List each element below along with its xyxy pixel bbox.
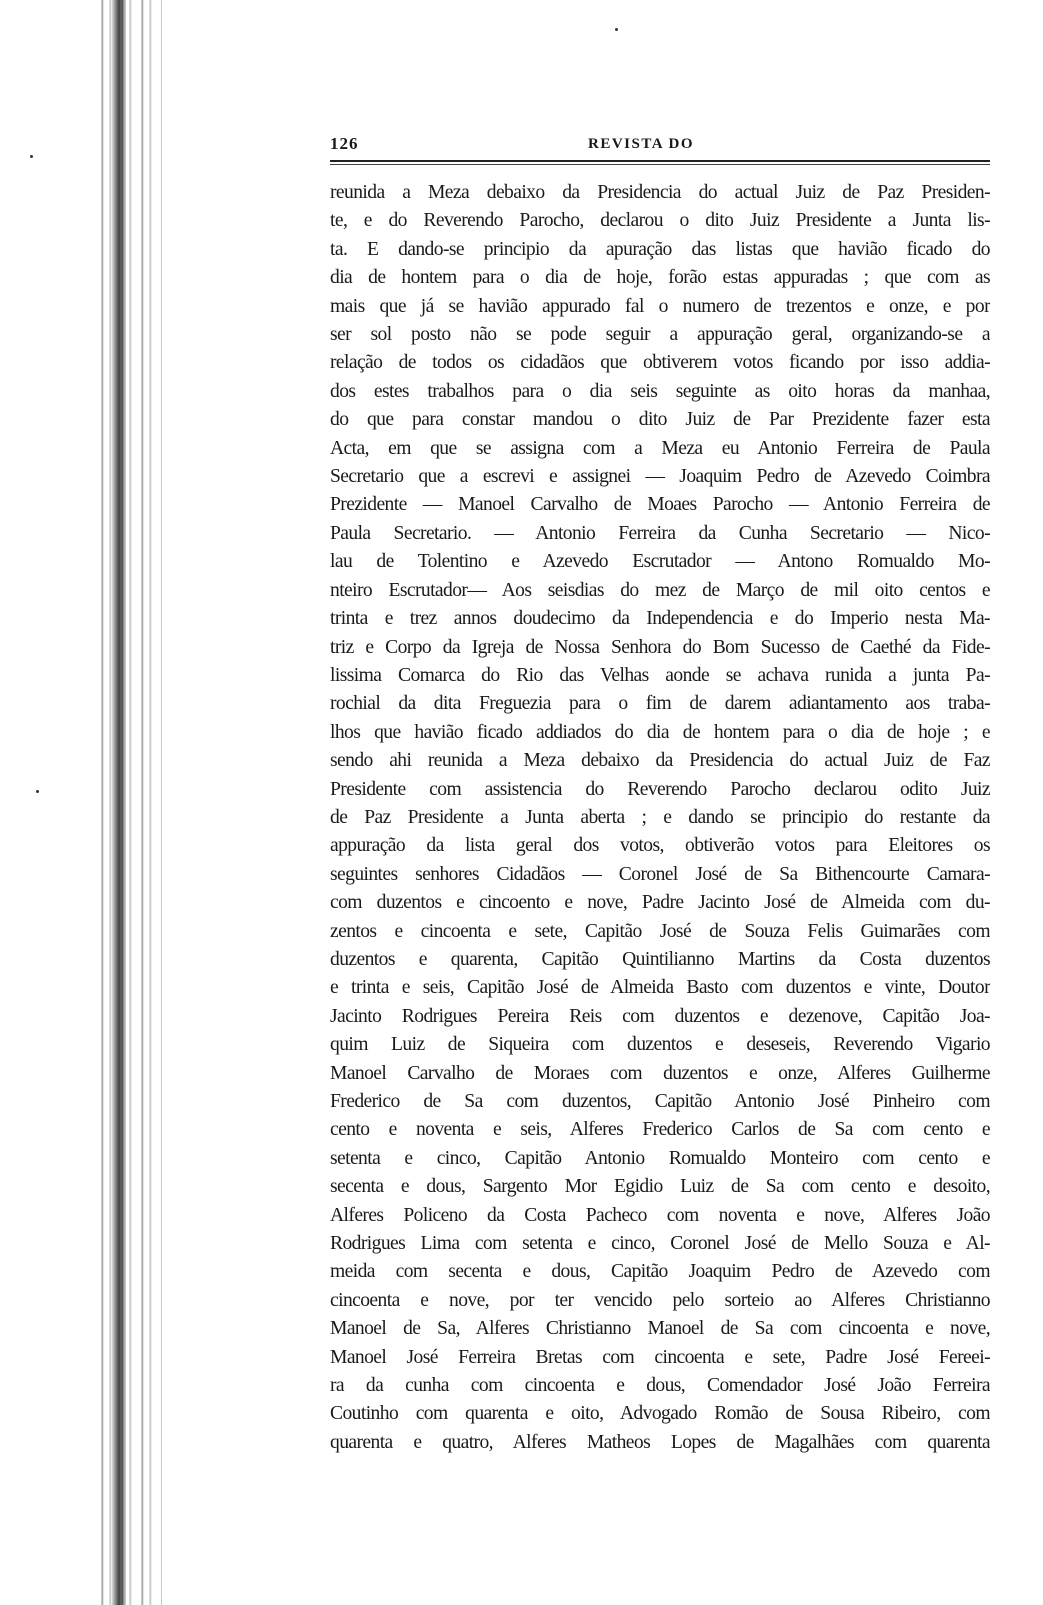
body-text bbox=[330, 179, 990, 1457]
text-line: Rodrigues Lima com setenta e cinco, Coronel José de Mello Souza e Al- bbox=[330, 1233, 990, 1255]
text-line: lau de Tolentino e Azevedo Escrutador — Antono Romualdo Mo- bbox=[330, 551, 990, 573]
text-line: Manoel Carvalho de Moraes com duzentos e onze, Alferes Guilherme bbox=[330, 1062, 990, 1084]
text-line: appuração da lista geral dos votos, obtiverão votos para Eleitores os bbox=[330, 835, 990, 857]
text-line: ta. E dando-se principio da apuração das listas que havião ficado do bbox=[330, 238, 990, 260]
text-line: trinta e trez annos doudecimo da Independencia e do Imperio nesta Ma- bbox=[330, 608, 990, 630]
header-rule bbox=[330, 160, 990, 162]
scan-speck bbox=[615, 28, 618, 31]
text-line: meida com secenta e dous, Capitão Joaquim Pedro de Azevedo com bbox=[330, 1261, 990, 1283]
text-line: ser sol posto não se pode seguir a appuração geral, organizando-se a bbox=[330, 324, 990, 346]
text-line: Jacinto Rodrigues Pereira Reis com duzentos e dezenove, Capitão Joa- bbox=[330, 1005, 990, 1027]
text-line: Secretario que a escrevi e assignei — Joaquim Pedro de Azevedo Coimbra bbox=[330, 466, 990, 488]
text-line: quarenta e quatro, Alferes Matheos Lopes de Magalhães com quarenta bbox=[330, 1431, 990, 1453]
text-line: Manoel José Ferreira Bretas com cincoenta e sete, Padre José Fereei- bbox=[330, 1346, 990, 1368]
document-page bbox=[330, 130, 990, 1457]
text-line: Frederico de Sa com duzentos, Capitão Antonio José Pinheiro com bbox=[330, 1091, 990, 1112]
book-binding-gutter bbox=[92, 0, 162, 1605]
text-line: ra da cunha com cincoenta e dous, Comendador José João Ferreira bbox=[330, 1375, 990, 1397]
text-line: rochial da dita Freguezia para o fim de darem adiantamento aos traba- bbox=[330, 693, 990, 715]
text-line: dos estes trabalhos para o dia seis seguinte as oito horas da manhaa, bbox=[330, 380, 990, 402]
text-line: lissima Comarca do Rio das Velhas aonde se achava runida a junta Pa- bbox=[330, 664, 990, 686]
text-line: cincoenta e nove, por ter vencido pelo sorteio ao Alferes Christianno bbox=[330, 1289, 990, 1311]
text-line: Acta, em que se assigna com a Meza eu Antonio Ferreira de Paula bbox=[330, 437, 990, 459]
text-line: reunida a Meza debaixo da Presidencia do actual Juiz de Paz Presiden- bbox=[330, 182, 990, 203]
text-line: mais que já se havião appurado fal o numero de trezentos e onze, e por bbox=[330, 295, 990, 317]
scan-speck bbox=[36, 790, 39, 793]
running-head bbox=[330, 130, 990, 160]
text-line: secenta e dous, Sargento Mor Egidio Luiz de Sa com cento e desoito, bbox=[330, 1176, 990, 1198]
text-line: zentos e cincoenta e sete, Capitão José de Souza Felis Guimarães com bbox=[330, 920, 990, 942]
running-title: REVISTA DO bbox=[588, 136, 694, 152]
header-rule-thin bbox=[330, 164, 990, 165]
text-line: quim Luiz de Siqueira com duzentos e deseseis, Reverendo Vigario bbox=[330, 1034, 990, 1056]
text-line: Presidente com assistencia do Reverendo Parocho declarou odito Juiz bbox=[330, 778, 990, 800]
text-line: com duzentos e cincoento e nove, Padre Jacinto José de Almeida com du- bbox=[330, 892, 990, 914]
text-line: Paula Secretario. — Antonio Ferreira da Cunha Secretario — Nico- bbox=[330, 522, 990, 544]
text-line: dia de hontem para o dia de hoje, forão estas appuradas ; que com as bbox=[330, 267, 990, 289]
text-line: do que para constar mandou o dito Juiz de Par Prezidente fazer esta bbox=[330, 409, 990, 431]
text-line: triz e Corpo da Igreja de Nossa Senhora do Bom Sucesso de Caethé da Fide- bbox=[330, 636, 990, 658]
text-line: Coutinho com quarenta e oito, Advogado Romão de Sousa Ribeiro, com bbox=[330, 1403, 990, 1425]
page-number: 126 bbox=[330, 134, 359, 153]
text-line: duzentos e quarenta, Capitão Quintilianno Martins da Costa duzentos bbox=[330, 948, 990, 970]
text-line: Manoel de Sa, Alferes Christianno Manoel de Sa com cincoenta e nove, bbox=[330, 1318, 990, 1340]
text-line: nteiro Escrutador— Aos seisdias do mez de Março de mil oito centos e bbox=[330, 579, 990, 601]
text-line: te, e do Reverendo Parocho, declarou o dito Juiz Presidente a Junta lis- bbox=[330, 210, 990, 232]
book-binding-shadow bbox=[112, 0, 126, 1605]
text-line: e trinta e seis, Capitão José de Almeida Basto com duzentos e vinte, Doutor bbox=[330, 977, 990, 999]
scan-speck bbox=[30, 155, 33, 158]
text-line: sendo ahi reunida a Meza debaixo da Presidencia do actual Juiz de Faz bbox=[330, 750, 990, 772]
text-line: setenta e cinco, Capitão Antonio Romualdo Monteiro com cento e bbox=[330, 1147, 990, 1169]
text-line: cento e noventa e seis, Alferes Frederico Carlos de Sa com cento e bbox=[330, 1119, 990, 1141]
text-line: relação de todos os cidadãos que obtiverem votos ficando por isso addia- bbox=[330, 352, 990, 374]
text-line: seguintes senhores Cidadãos — Coronel José de Sa Bithencourte Camara- bbox=[330, 863, 990, 885]
text-line: Alferes Policeno da Costa Pacheco com noventa e nove, Alferes João bbox=[330, 1204, 990, 1226]
text-line: de Paz Presidente a Junta aberta ; e dando se principio do restante da bbox=[330, 806, 990, 828]
text-line: lhos que havião ficado addiados do dia de hontem para o dia de hoje ; e bbox=[330, 721, 990, 743]
text-line: Prezidente — Manoel Carvalho de Moaes Parocho — Antonio Ferreira de bbox=[330, 494, 990, 516]
